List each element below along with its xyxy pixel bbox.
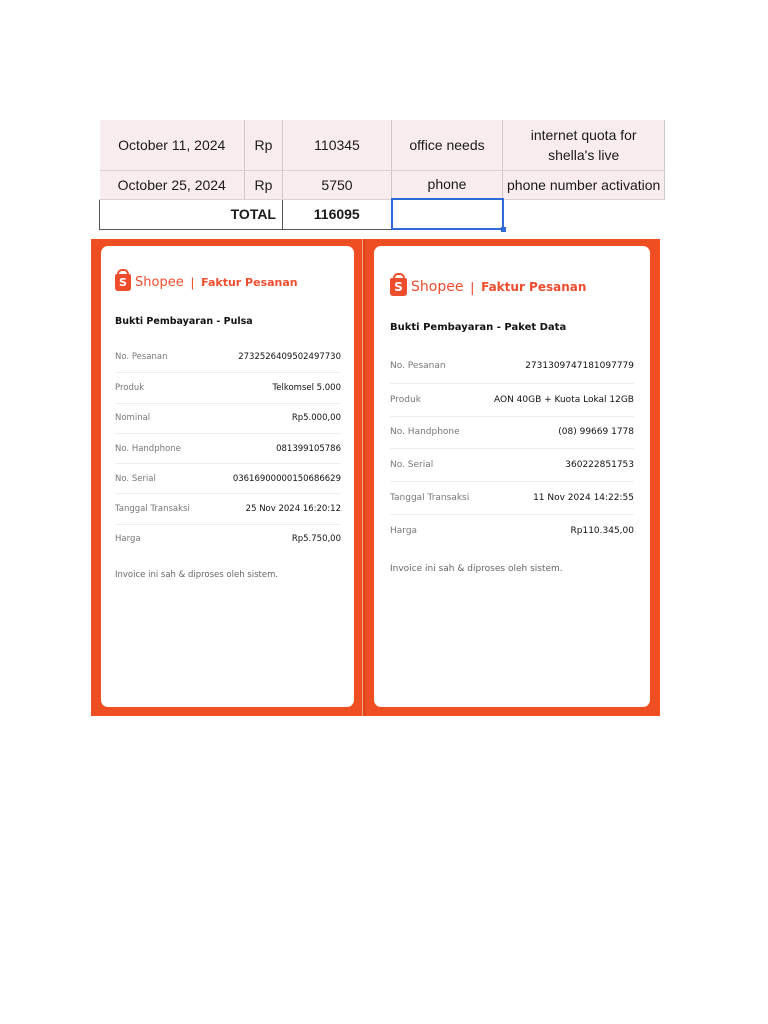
screenshot-seam — [362, 239, 366, 716]
field-row: No. Serial 03616900000150686629 — [115, 463, 341, 493]
receipt-card-pulsa — [101, 246, 354, 707]
invoice-validity-note: Invoice ini sah & diproses oleh sistem. — [390, 564, 563, 574]
receipt-title: Bukti Pembayaran - Pulsa — [115, 316, 253, 327]
field-row: Harga Rp5.750,00 — [115, 524, 341, 554]
table-row — [100, 170, 665, 199]
note-cell[interactable]: phone number activation — [503, 170, 665, 199]
total-value[interactable]: 116095 — [283, 199, 392, 229]
field-row: No. Pesanan 2732526409502497730 — [115, 352, 341, 363]
receipt-title: Bukti Pembayaran - Paket Data — [390, 322, 567, 333]
shopee-header — [115, 274, 298, 291]
field-row: Produk Telkomsel 5.000 — [115, 372, 341, 402]
shopee-logo-text: Shopee — [411, 279, 464, 295]
field-row: No. Handphone (08) 99669 1778 — [390, 416, 634, 449]
invoice-validity-note: Invoice ini sah & diproses oleh sistem. — [115, 570, 279, 580]
field-row: No. Serial 360222851753 — [390, 448, 634, 481]
note-cell[interactable]: internet quota for shella's live — [503, 120, 665, 170]
field-row: Nominal Rp5.000,00 — [115, 403, 341, 433]
selected-cell[interactable] — [392, 199, 503, 229]
invoice-header-title: Faktur Pesanan — [201, 276, 298, 289]
shopee-logo-text: Shopee — [135, 275, 184, 290]
header-divider: | — [190, 275, 195, 290]
shopee-header — [390, 278, 586, 296]
field-row: Harga Rp110.345,00 — [390, 514, 634, 547]
field-row: No. Handphone 081399105786 — [115, 433, 341, 463]
field-row: Tanggal Transaksi 11 Nov 2024 14:22:55 — [390, 481, 634, 514]
category-cell[interactable]: phone — [392, 170, 503, 199]
receipt-fields — [390, 350, 634, 547]
date-cell[interactable]: October 25, 2024 — [100, 170, 245, 199]
receipt-fields — [115, 342, 341, 554]
amount-cell[interactable]: 110345 — [283, 120, 392, 170]
field-row: No. Pesanan 2731309747181097779 — [390, 361, 634, 372]
table-row — [100, 120, 665, 170]
receipt-card-paket-data — [374, 246, 650, 707]
header-divider: | — [470, 279, 475, 295]
currency-cell[interactable]: Rp — [245, 170, 283, 199]
amount-cell[interactable]: 5750 — [283, 170, 392, 199]
currency-cell[interactable]: Rp — [245, 120, 283, 170]
total-label[interactable]: TOTAL — [100, 199, 283, 229]
shopee-bag-icon: S — [115, 274, 131, 291]
field-row: Produk AON 40GB + Kuota Lokal 12GB — [390, 383, 634, 416]
total-row — [100, 199, 665, 229]
invoice-header-title: Faktur Pesanan — [481, 280, 587, 294]
expense-table — [99, 120, 665, 230]
shopee-bag-icon: S — [390, 278, 407, 296]
field-row: Tanggal Transaksi 25 Nov 2024 16:20:12 — [115, 493, 341, 523]
date-cell[interactable]: October 11, 2024 — [100, 120, 245, 170]
category-cell[interactable]: office needs — [392, 120, 503, 170]
empty-cell[interactable] — [503, 199, 665, 229]
